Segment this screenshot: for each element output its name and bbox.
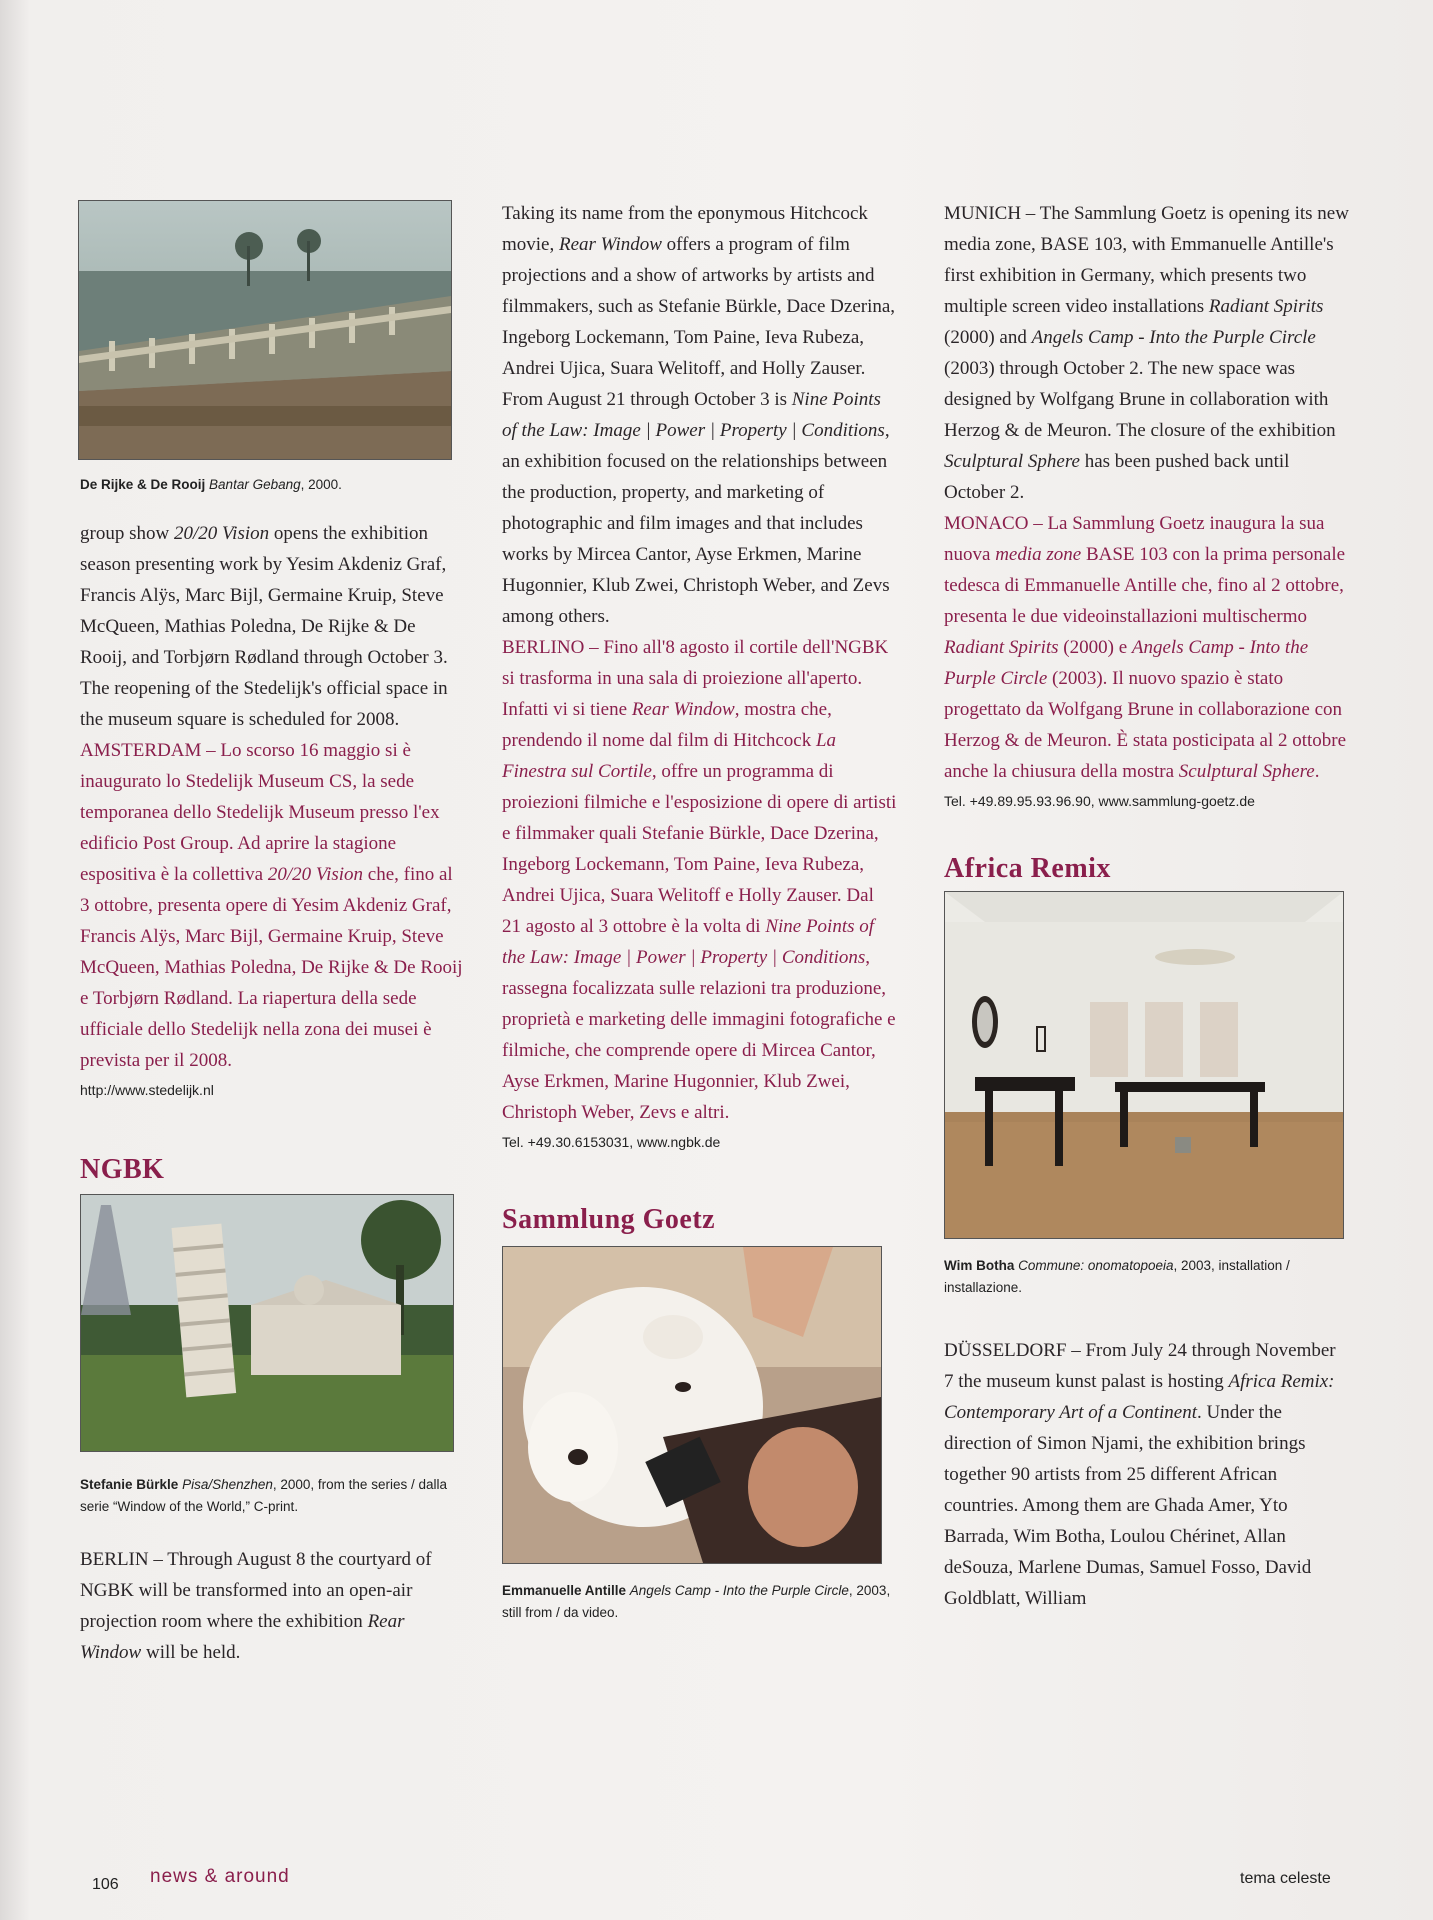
caption-rest: , 2003, installation / installazione. bbox=[944, 1258, 1290, 1295]
text-segment: , an exhibition focused on the relationships between the production, property, and marketing of photographic and film images and that includes works by Mircea Cantor, Ayse Erkmen, Marine Hugonnier, Klub Zwei, Christoph Weber, and Zevs among others. bbox=[502, 420, 890, 627]
photo-bantar-gebang bbox=[78, 200, 452, 460]
magazine-name: tema celeste bbox=[1240, 1870, 1331, 1887]
text-italic: 20/20 Vision bbox=[173, 523, 270, 544]
text-italic: Angels Camp - Into the Purple Circle bbox=[1031, 327, 1316, 348]
section-title-africa-remix: Africa Remix bbox=[944, 853, 1111, 884]
section-title-sammlung-goetz: Sammlung Goetz bbox=[502, 1204, 716, 1235]
caption-artist: Wim Botha bbox=[944, 1258, 1015, 1273]
caption-artist: Emmanuelle Antille bbox=[502, 1583, 627, 1598]
text-italic: Angels Camp - Into the Purple Circle bbox=[944, 637, 1309, 689]
text-segment: (2003) through October 2. The new space was designed by Wolfgang Brune in collaboration with Herzog & de Meuron. The closure of the exhibition bbox=[944, 358, 1336, 441]
caption-rest: , 2000. bbox=[300, 477, 342, 492]
photo-caption-3 bbox=[502, 1580, 897, 1624]
text-italic: Sculptural Sphere bbox=[1178, 761, 1315, 782]
text-segment: (2000) e bbox=[1058, 637, 1132, 658]
text-italic: Nine Points of the Law: Image | Power | Property | Conditions bbox=[502, 916, 875, 968]
article-text-en bbox=[80, 518, 465, 735]
text-segment: (2003). Il nuovo spazio è stato progettato da Wolfgang Brune in collaborazione con Herzog & de Meuron. È stata posticipata al 2 ottobre anche la chiusura della mostra bbox=[944, 668, 1347, 782]
text-segment: BERLIN – Through August 8 the courtyard of NGBK will be transformed into an open-air projection room where the exhibition bbox=[80, 1549, 432, 1632]
text-italic: Radiant Spirits bbox=[1208, 296, 1324, 317]
caption-title: Commune: onomatopoeia bbox=[1018, 1258, 1174, 1273]
text-segment: MUNICH – The Sammlung Goetz is opening its new media zone, BASE 103, with Emmanuelle Antille's first exhibition in Germany, which presents two multiple screen video installations bbox=[944, 203, 1349, 317]
contact-info: Tel. +49.89.95.93.96.90, www.sammlung-goetz.de bbox=[944, 793, 1255, 809]
caption-title: Bantar Gebang bbox=[209, 477, 301, 492]
contact-info: Tel. +49.30.6153031, www.ngbk.de bbox=[502, 1134, 721, 1150]
text-italic: La Finestra sul Cortile bbox=[502, 730, 837, 782]
caption-title: Pisa/Shenzhen bbox=[182, 1477, 273, 1492]
text-segment: (2000) and bbox=[944, 327, 1032, 348]
text-italic: Radiant Spirits bbox=[944, 637, 1059, 658]
page-number: 106 bbox=[92, 1876, 119, 1893]
text-segment: has been pushed back until October 2. bbox=[944, 451, 1290, 503]
landscape-image bbox=[79, 201, 451, 459]
text-segment: , rassegna focalizzata sulle relazioni tra produzione, proprietà e marketing delle immagini fotografiche e filmiche, che comprende opere di Mircea Cantor, Ayse Erkmen, Marine Hugonnier, Klub Zwei, Christoph Weber, Zevs e altri. bbox=[502, 947, 896, 1123]
text-italic: Rear Window bbox=[631, 699, 735, 720]
caption-rest: , 2003, still from / da video. bbox=[502, 1583, 891, 1620]
text-segment: AMSTERDAM – Lo scorso 16 maggio si è inaugurato lo Stedelijk Museum CS, la sede temporanea dello Stedelijk Museum presso l'ex edificio Post Group. Ad aprire la stagione espositiva è la collettiva bbox=[80, 740, 440, 885]
text-segment: DÜSSELDORF – From July 24 through November 7 the museum kunst palast is hosting bbox=[944, 1340, 1336, 1392]
text-segment: , offre un programma di proiezioni filmiche e l'esposizione di opere di artisti e filmmaker quali Stefanie Bürkle, Dace Dzerina, Ingeborg Lockemann, Tom Paine, Ieva Rubeza, Andrei Ujica, Suara Welitoff e Holly Zauser. Dal 21 agosto al 3 ottobre è la volta di bbox=[502, 761, 897, 937]
text-segment: BERLINO – Fino all'8 agosto il cortile dell'NGBK si trasforma in una sala di proiezione all'aperto. Infatti vi si tiene bbox=[502, 637, 889, 720]
text-italic: Nine Points of the Law: Image | Power | Property | Conditions bbox=[502, 389, 885, 441]
installation-image bbox=[945, 892, 1343, 1238]
article-text-berlin-en bbox=[80, 1544, 465, 1668]
text-italic: media zone bbox=[995, 544, 1082, 565]
photo-caption-2 bbox=[80, 1474, 465, 1518]
text-italic: Sculptural Sphere bbox=[944, 451, 1080, 472]
article-text-en bbox=[944, 198, 1349, 508]
text-segment: BASE 103 con la prima personale tedesca di Emmanuelle Antille che, fino al 2 ottobre, presenta le due videoinstallazioni multischermo bbox=[944, 544, 1346, 627]
article-text-dusseldorf-en bbox=[944, 1335, 1349, 1614]
caption-rest: , 2000, from the series / dalla serie “Window of the World,” C-print. bbox=[80, 1477, 447, 1514]
text-segment: , mostra che, prendendo il nome dal film di Hitchcock bbox=[502, 699, 832, 751]
text-italic: Africa Remix: Contemporary Art of a Continent bbox=[944, 1371, 1335, 1423]
text-segment: offers a program of film projections and a show of artworks by artists and filmmakers, such as Stefanie Bürkle, Dace Dzerina, Ingeborg Lockemann, Tom Paine, Ieva Rubeza, Andrei Ujica, Suara Welitoff, and Holly Zauser. From August 21 through October 3 is bbox=[502, 234, 896, 410]
column-1 bbox=[80, 200, 465, 1668]
caption-title: Angels Camp - Into the Purple Circle bbox=[629, 1583, 849, 1598]
text-italic: 20/20 Vision bbox=[267, 864, 364, 885]
text-segment: . Under the direction of Simon Njami, the exhibition brings together 90 artists from 25 different African countries. Among them are Ghada Amer, Yto Barrada, Wim Botha, Loulou Chérinet, Allan deSouza, Marlene Dumas, Samuel Fosso, David Goldblatt, William bbox=[944, 1402, 1312, 1609]
text-segment: . bbox=[1314, 761, 1320, 782]
text-italic: Rear Window bbox=[80, 1611, 405, 1663]
pisa-image bbox=[81, 1195, 453, 1451]
section-title-ngbk: NGBK bbox=[80, 1154, 165, 1185]
text-segment: opens the exhibition season presenting work by Yesim Akdeniz Graf, Francis Alÿs, Marc Bijl, Germaine Kruip, Steve McQueen, Mathias Poledna, De Rijke & De Rooij, and Torbjørn Rødland through October 3. The reopening of the Stedelijk's official space in the museum square is scheduled for 2008. bbox=[80, 523, 448, 730]
photo-caption-1 bbox=[80, 474, 465, 496]
photo-commune bbox=[944, 891, 1344, 1239]
website-link[interactable]: http://www.stedelijk.nl bbox=[80, 1082, 214, 1098]
photo-angels-camp bbox=[502, 1246, 882, 1564]
caption-artist: Stefanie Bürkle bbox=[80, 1477, 179, 1492]
text-segment: Taking its name from the eponymous Hitchcock movie, bbox=[502, 203, 868, 255]
article-text-it bbox=[80, 735, 465, 1076]
caption-artist: De Rijke & De Rooij bbox=[80, 477, 206, 492]
text-segment: group show bbox=[80, 523, 174, 544]
article-text-it bbox=[944, 508, 1349, 787]
text-italic: Rear Window bbox=[559, 234, 662, 255]
photo-caption-4 bbox=[944, 1255, 1349, 1299]
dog-image bbox=[503, 1247, 881, 1563]
text-segment: che, fino al 3 ottobre, presenta opere di Yesim Akdeniz Graf, Francis Alÿs, Marc Bijl, Germaine Kruip, Steve McQueen, Mathias Poledna, De Rijke & De Rooij e Torbjørn Rødland. La riapertura della sede ufficiale dello Stedelijk nella zona dei musei è prevista per il 2008. bbox=[80, 864, 463, 1071]
article-text-en bbox=[502, 198, 897, 632]
column-2 bbox=[502, 198, 897, 1624]
text-segment: MONACO – La Sammlung Goetz inaugura la sua nuova bbox=[944, 513, 1325, 565]
article-text-it bbox=[502, 632, 897, 1128]
column-3 bbox=[944, 198, 1349, 1614]
photo-pisa-shenzhen bbox=[80, 1194, 454, 1452]
text-segment: will be held. bbox=[141, 1642, 241, 1663]
footer-section-label: news & around bbox=[150, 1866, 290, 1887]
